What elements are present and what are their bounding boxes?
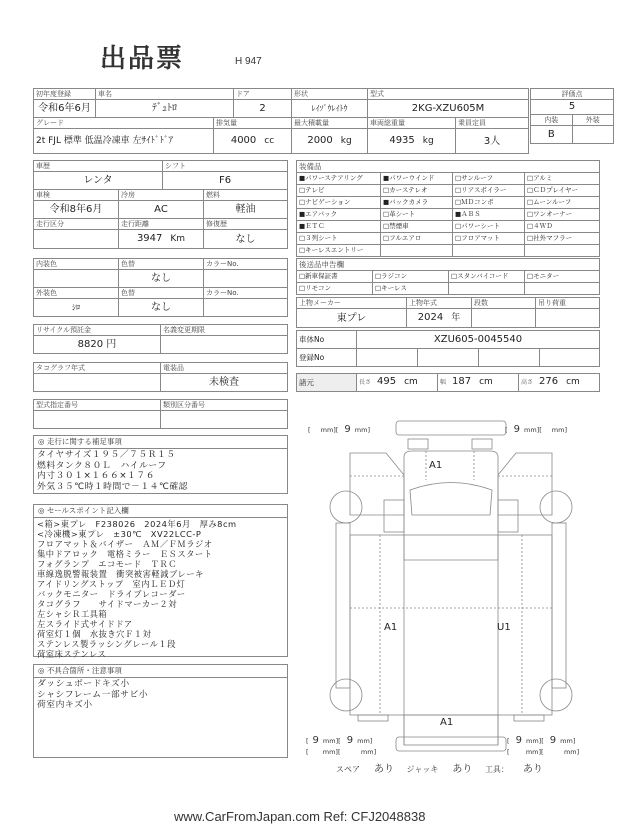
history-label: 車歴: [34, 161, 163, 172]
type-no-table: [33, 399, 288, 429]
sales-points-body: [34, 518, 287, 660]
car-name-value: ﾃﾞｭﾄﾛ: [96, 100, 234, 118]
vehicle-table: [33, 88, 529, 154]
tacho-year-label: タコグラフ年式: [34, 363, 161, 374]
equipment-title: 装備品: [297, 161, 600, 173]
chassis-table: [296, 330, 600, 367]
reg-no-cell: [357, 349, 418, 367]
chassis-label: 車体No: [297, 331, 357, 349]
chassis-value: XZU605-0045540: [357, 331, 600, 349]
later-item: □モニター: [525, 271, 600, 283]
tread-rear-left-bottom: [ mm][ mm]: [306, 748, 377, 756]
later-item: □ラジコン: [373, 271, 449, 283]
driving-notes-body: [34, 449, 287, 493]
equipment-item: ■バックカメラ: [381, 197, 453, 209]
type-designation-label: 型式指定番号: [34, 400, 161, 411]
equipment-item: [381, 245, 453, 257]
note-line: 荷室床ステンレス: [37, 649, 107, 659]
electrical-label: 電装品: [161, 363, 288, 374]
repair-label: 修復歴: [204, 219, 288, 230]
max-load-label: 最大積載量: [292, 118, 368, 129]
equipment-item: □ムーンルーフ: [525, 197, 600, 209]
front-left-wheel-icon: [330, 491, 362, 523]
later-item: □新車保証書: [297, 271, 373, 283]
note-line: 左シャシＲ工具箱: [37, 609, 108, 619]
tacho-table: [33, 362, 288, 392]
note-line: 左スライド式サイドドア: [37, 619, 133, 629]
spec-label: 諸元: [297, 374, 357, 392]
note-line: 外気３５℃時１時間で－１４℃確認: [37, 481, 188, 492]
note-line: シャシフレーム一部サビ小: [37, 689, 149, 700]
equipment-item: [525, 245, 600, 257]
equipment-item: □アルミ: [525, 173, 600, 185]
body-info-table: [296, 297, 600, 328]
equipment-item: □ＣＤプレイヤー: [525, 185, 600, 197]
tread-rear-left-top: [ 9 mm][ 9 mm]: [306, 735, 373, 746]
name-change-label: 名義変更期限: [161, 325, 288, 336]
exterior-color-no-label: カラーNo.: [204, 288, 288, 299]
exterior-grade-value: [572, 126, 614, 144]
interior-color-no-label: カラーNo.: [204, 259, 288, 270]
score-label: 評価点: [531, 89, 614, 100]
equipment-item: □ＭＤコンポ: [453, 197, 525, 209]
grade-label: グレード: [34, 118, 214, 129]
note-line: フォグランプ エコモード ＴＲＣ: [37, 559, 178, 569]
damage-mark-left: A1: [384, 622, 398, 633]
equipment-item: □４ＷＤ: [525, 221, 600, 233]
note-line: タイヤサイズ１９５／７５Ｒ１５: [37, 450, 176, 460]
history-table: [33, 160, 288, 249]
interior-color-label: 内装色: [34, 259, 119, 270]
doors-label: ドア: [234, 89, 292, 100]
note-line: 車線逸脱警報装置 衝突被害軽減ブレーキ: [37, 569, 204, 579]
exterior-grade-label: 外装: [572, 115, 614, 126]
mileage-class-label: 走行区分: [34, 219, 119, 230]
windshield-icon: [410, 483, 492, 516]
rear-light-icon: [514, 715, 544, 721]
equipment-item: [453, 245, 525, 257]
fuel-value: 軽油: [204, 201, 288, 219]
ac-value: AC: [119, 201, 204, 219]
equipment-item: ■パワーステアリング: [297, 173, 381, 185]
interior-color-no-value: [204, 270, 288, 288]
note-line: バックモニター ドライブレコーダー: [37, 589, 186, 599]
driving-notes-title: ◎ 走行に関する補足事項: [34, 436, 287, 449]
ac-label: 冷房: [119, 190, 204, 201]
capacity-value: 3人: [456, 129, 529, 154]
max-load-value: 2000 kg: [292, 129, 368, 154]
tread-rear-right-top: [ 9 mm][ 9 mm]: [507, 735, 576, 746]
score-table: [530, 88, 614, 144]
colors-table: [33, 258, 288, 317]
doors-value: 2: [234, 100, 292, 118]
note-line: 燃料タンク８０Ｌ ハイルーフ: [37, 460, 167, 471]
reg-no-label: 登録No: [297, 349, 357, 367]
electrical-value: 未検査: [161, 374, 288, 392]
equipment-item: □ナビゲーション: [297, 197, 381, 209]
damage-mark-front: A1: [429, 460, 443, 471]
shape-value: ﾚｲｿﾞｳﾚｲﾄｳ: [292, 100, 368, 118]
shape-label: 形状: [292, 89, 368, 100]
displacement-value: 4000 cc: [214, 129, 292, 154]
equipment-item: □フルエアロ: [381, 233, 453, 245]
later-items-title: 後送品申告欄: [297, 259, 600, 271]
front-right-panel: [498, 453, 552, 515]
front-bumper-icon: [396, 421, 506, 435]
exterior-color-no-value: [204, 299, 288, 317]
first-reg-label: 初年度登録: [34, 89, 96, 100]
spec-length: 長さ 495 cm: [357, 374, 438, 392]
equipment-item: □カーステレオ: [381, 185, 453, 197]
shift-value: F6: [163, 172, 288, 190]
sales-points-box: [33, 504, 288, 657]
note-line: 荷室灯１個 水抜き穴Ｆ１対: [37, 629, 152, 639]
note-line: <箱>東プレ F238026 2024年6月 厚み8cm: [37, 519, 237, 529]
equipment-item: □３列シート: [297, 233, 381, 245]
steps-label: 段数: [472, 298, 536, 309]
later-item: [449, 283, 525, 295]
equipment-item: □禁煙車: [381, 221, 453, 233]
displacement-label: 排気量: [214, 118, 292, 129]
exterior-color-value: ｼﾛ: [34, 299, 119, 317]
equipment-item: ■ＡＢＳ: [453, 209, 525, 221]
shift-label: シフト: [163, 161, 288, 172]
reg-no-cell: [540, 349, 600, 367]
later-item: [525, 283, 600, 295]
model-value: 2KG-XZU605M: [368, 100, 529, 118]
right-step: [552, 523, 566, 688]
accessories-row: スペア あり ジャッキ あり 工具： あり: [336, 764, 543, 775]
note-line: ステンレス製ラッシングレール１段: [37, 639, 177, 649]
right-mirror-icon: [498, 500, 518, 532]
later-item: □リモコン: [297, 283, 373, 295]
note-line: アイドリングストップ 室内ＬＥＤ灯: [37, 579, 186, 589]
interior-change-label: 色替: [119, 259, 204, 270]
car-name-label: 車名: [96, 89, 234, 100]
defects-box: [33, 664, 288, 758]
defects-title: ◎ 不具合箇所・注意事項: [34, 665, 287, 678]
recycle-table: [33, 324, 288, 354]
sheet-number: H 947: [235, 56, 262, 67]
exterior-change-value: なし: [119, 299, 204, 317]
category-value: [161, 411, 288, 429]
equipment-item: □サンルーフ: [453, 173, 525, 185]
equipment-item: □リアスポイラー: [453, 185, 525, 197]
inspection-value: 令和8年6月: [34, 201, 119, 219]
hoist-value: [536, 309, 600, 328]
interior-change-value: なし: [119, 270, 204, 288]
reg-no-cell: [479, 349, 540, 367]
reg-no-cell: [418, 349, 479, 367]
sales-points-title: ◎ セールスポイント記入欄: [34, 505, 287, 518]
interior-grade-value: B: [531, 126, 573, 144]
steps-value: [472, 309, 536, 328]
interior-grade-label: 内装: [531, 115, 573, 126]
note-line: タコグラフ サイドマーカー２対: [37, 599, 178, 609]
inspection-label: 車検: [34, 190, 119, 201]
equipment-item: ■エアバック: [297, 209, 381, 221]
hoist-label: 吊り荷重: [536, 298, 600, 309]
left-step: [336, 523, 350, 688]
model-label: 型式: [368, 89, 529, 100]
cab-outline: [404, 451, 498, 560]
mileage-value: 3947 Km: [119, 230, 204, 249]
equipment-item: □ワンオーナー: [525, 209, 600, 221]
front-right-wheel-icon: [540, 491, 572, 523]
type-designation-value: [34, 411, 161, 429]
note-line: 内寸３０１×１６６×１７６: [37, 471, 156, 482]
note-line: 荷室内キズ小: [37, 700, 93, 711]
driving-notes-box: [33, 435, 288, 494]
history-value: レンタ: [34, 172, 163, 190]
equipment-item: □フロアマット: [453, 233, 525, 245]
page-title: 出品票: [100, 44, 185, 74]
note-line: ダッシュボードキズ小: [37, 679, 130, 689]
capacity-label: 乗員定員: [456, 118, 529, 129]
headlight-icon: [472, 439, 492, 449]
damage-mark-rear: A1: [440, 717, 454, 728]
rear-light-icon: [358, 715, 388, 721]
equipment-item: ■ＥＴＣ: [297, 221, 381, 233]
equipment-item: □革シート: [381, 209, 453, 221]
recycle-label: リサイクル預託金: [34, 325, 161, 336]
gross-weight-value: 4935 kg: [368, 129, 456, 154]
equipment-item: □パワーシート: [453, 221, 525, 233]
spec-width: 幅 187 cm: [438, 374, 519, 392]
score-value: 5: [531, 100, 614, 115]
rear-bumper-icon: [396, 737, 506, 751]
defects-body: [34, 678, 287, 712]
later-item: □スタンバイコード: [449, 271, 525, 283]
tread-front-right: [ 9 mm][ mm]: [505, 424, 568, 435]
category-label: 類別区分番号: [161, 400, 288, 411]
equipment-item: ■パワーウインド: [381, 173, 453, 185]
maker-value: 東プレ: [297, 309, 407, 328]
rear-right-wheel-icon: [540, 679, 572, 711]
mileage-label: 走行距離: [119, 219, 204, 230]
watermark: www.CarFromJapan.com Ref: CFJ2048838: [174, 809, 426, 824]
body-year-value: 2024 年: [407, 309, 472, 328]
headlight-icon: [408, 439, 428, 449]
gross-weight-label: 車両総重量: [368, 118, 456, 129]
left-mirror-icon: [384, 500, 404, 532]
interior-color-value: [34, 270, 119, 288]
equipment-item: □社外マフラー: [525, 233, 600, 245]
rear-left-wheel-icon: [330, 679, 362, 711]
repair-value: なし: [204, 230, 288, 249]
later-item: □キーレス: [373, 283, 449, 295]
note-line: フロアマット＆バイザー ＡＭ／ＦＭラジオ: [37, 539, 213, 549]
tacho-year-value: [34, 374, 161, 392]
equipment-table: [296, 160, 600, 257]
fuel-label: 燃料: [204, 190, 288, 201]
mileage-class-value: [34, 230, 119, 249]
body-year-label: 上物年式: [407, 298, 472, 309]
later-items-table: [296, 258, 600, 295]
tread-front-left: [ mm][ 9 mm]: [308, 424, 371, 435]
first-reg-value: 令和6年6月: [34, 100, 96, 118]
spec-height: 高さ 276 cm: [519, 374, 600, 392]
note-line: <冷凍機>東プレ ±30℃ XV22LCC-P: [37, 529, 202, 539]
equipment-item: □テレビ: [297, 185, 381, 197]
vehicle-damage-diagram: [296, 415, 616, 755]
exterior-color-label: 外装色: [34, 288, 119, 299]
tread-rear-right-bottom: [ mm][ mm]: [507, 748, 580, 756]
front-left-panel: [350, 453, 404, 515]
name-change-value: [161, 336, 288, 354]
grade-value: 2t FJL 標準 低温冷凍車 左ｻｲﾄﾞﾄﾞｱ: [34, 129, 214, 154]
note-line: 集中ドアロック 電格ミラー ＥＳスタート: [37, 549, 213, 559]
damage-mark-right: U1: [497, 622, 511, 633]
exterior-change-label: 色替: [119, 288, 204, 299]
recycle-value: 8820 円: [34, 336, 161, 354]
maker-label: 上物メーカー: [297, 298, 407, 309]
spec-table: [296, 373, 600, 392]
equipment-item: □キーレスエントリー: [297, 245, 381, 257]
